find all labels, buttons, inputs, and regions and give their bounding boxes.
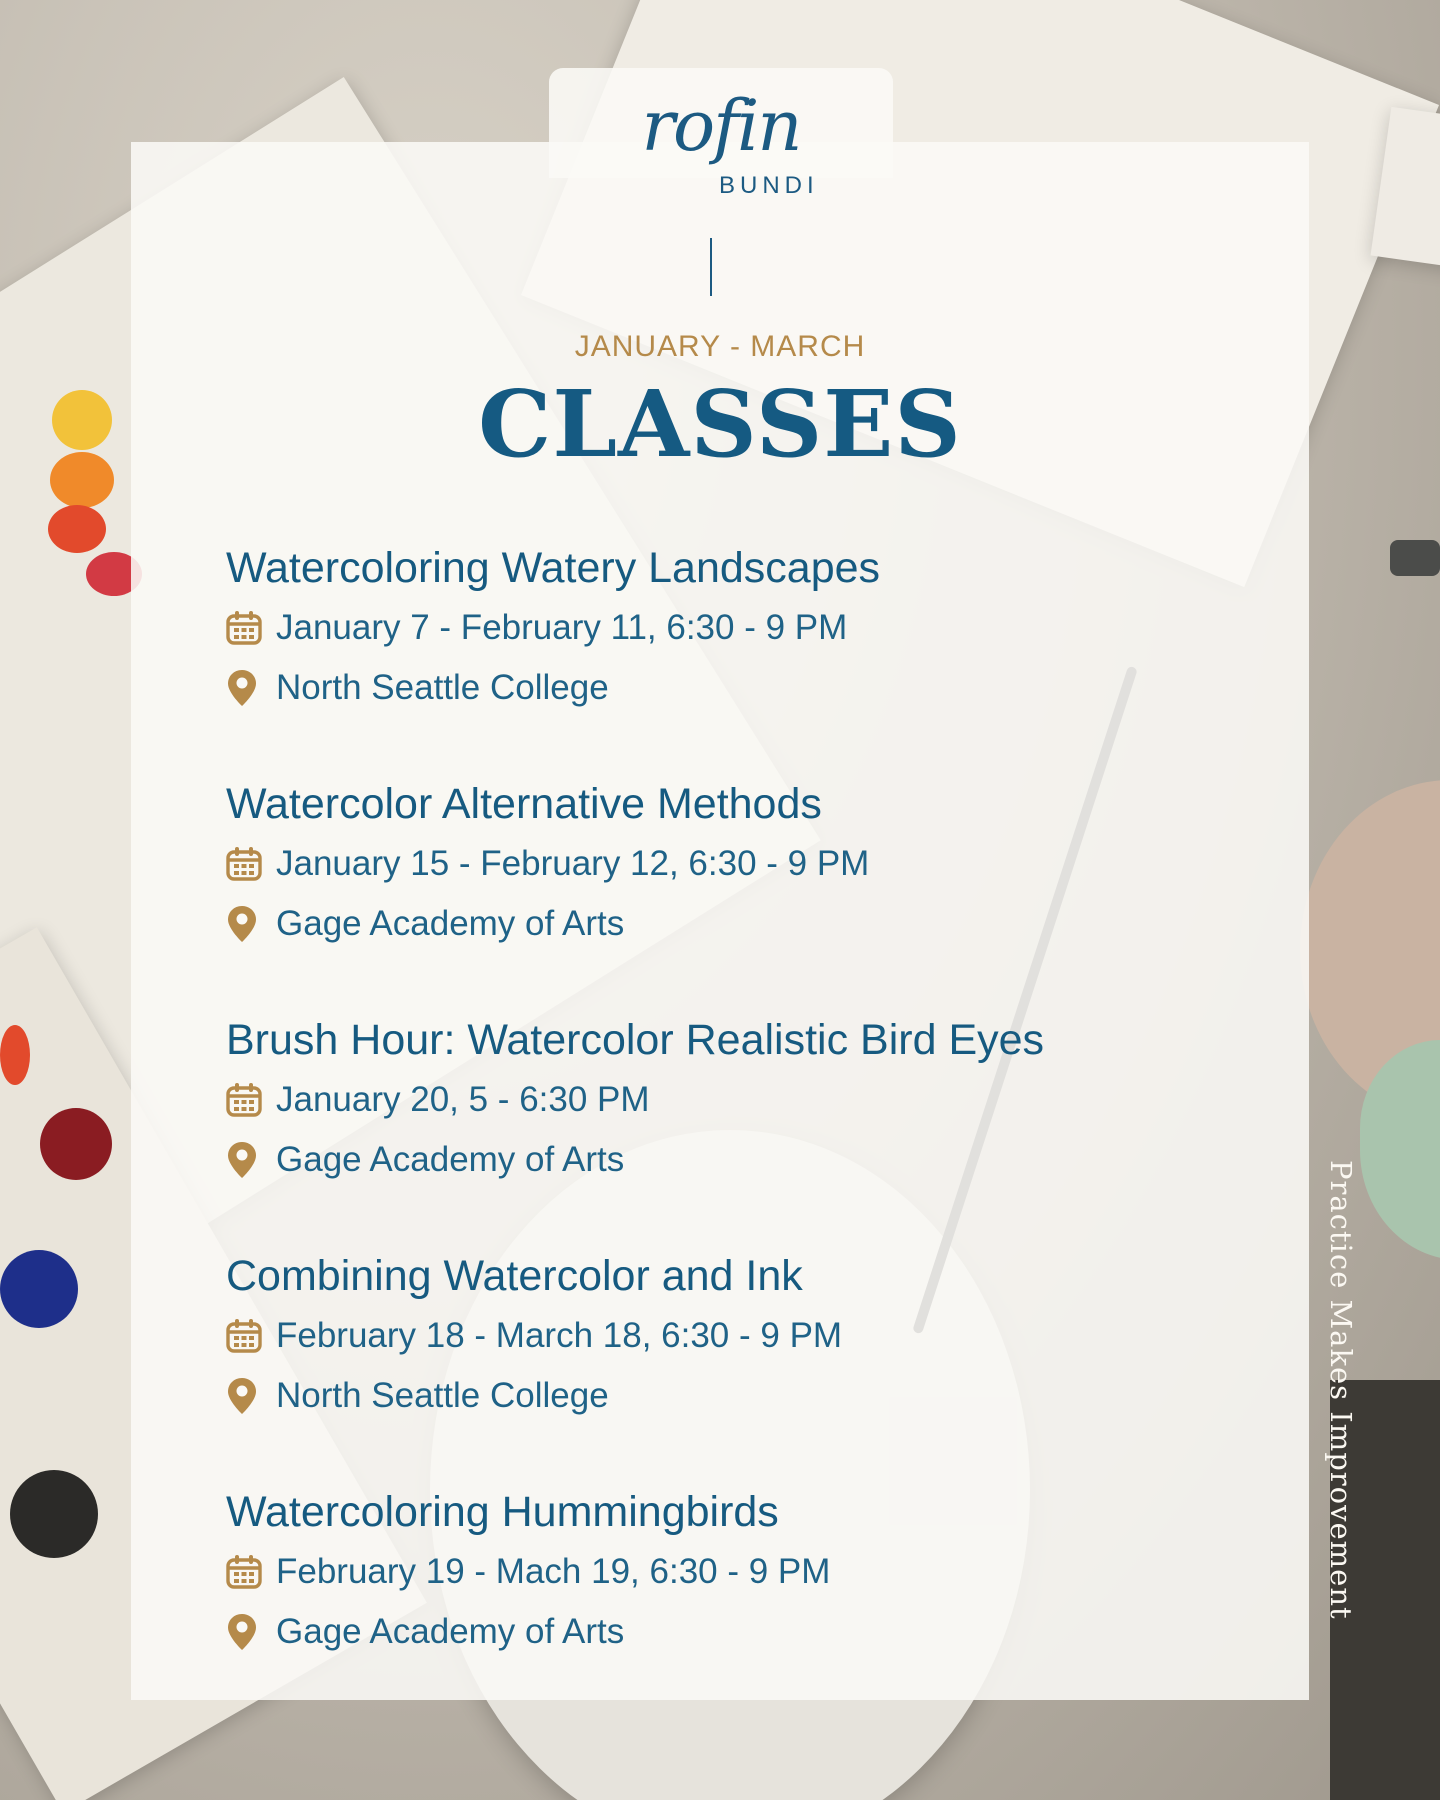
class-location: Gage Academy of Arts — [276, 1140, 625, 1179]
class-item — [226, 1482, 1276, 1718]
class-location-row — [226, 1366, 1276, 1426]
class-date-row — [226, 1542, 1276, 1602]
logo-subtitle: BUNDI — [719, 172, 819, 199]
calendar-icon — [226, 1083, 276, 1117]
class-location: Gage Academy of Arts — [276, 1612, 625, 1651]
logo-script: rofin — [641, 85, 801, 167]
class-item — [226, 1246, 1276, 1482]
class-location: Gage Academy of Arts — [276, 904, 625, 943]
calendar-icon — [226, 1319, 276, 1353]
class-location-row — [226, 658, 1276, 718]
class-date: January 15 - February 12, 6:30 - 9 PM — [276, 844, 870, 883]
paint-swatch — [40, 1108, 112, 1180]
class-location-row — [226, 1602, 1276, 1662]
class-item — [226, 1010, 1276, 1246]
page-title: CLASSES — [478, 370, 962, 478]
class-item — [226, 538, 1276, 774]
brand-logo — [549, 85, 893, 199]
paint-swatch — [10, 1470, 98, 1558]
map-pin-icon — [226, 905, 276, 943]
season-label: JANUARY - MARCH — [574, 330, 866, 363]
class-name: Combining Watercolor and Ink — [226, 1252, 803, 1300]
class-name: Watercoloring Watery Landscapes — [226, 544, 881, 592]
map-pin-icon — [226, 1613, 276, 1651]
map-pin-icon — [226, 1141, 276, 1179]
paint-swatch — [48, 505, 106, 553]
class-location: North Seattle College — [276, 668, 609, 707]
class-date-row — [226, 834, 1276, 894]
class-date: January 20, 5 - 6:30 PM — [276, 1080, 650, 1119]
paint-swatch — [0, 1250, 78, 1328]
calendar-icon — [226, 1555, 276, 1589]
class-date: February 19 - Mach 19, 6:30 - 9 PM — [276, 1552, 831, 1591]
class-location: North Seattle College — [276, 1376, 609, 1415]
class-name: Watercoloring Hummingbirds — [226, 1488, 779, 1536]
class-date-row — [226, 1070, 1276, 1130]
class-list — [226, 538, 1276, 1718]
calendar-icon — [226, 847, 276, 881]
map-pin-icon — [226, 669, 276, 707]
class-location-row — [226, 1130, 1276, 1190]
class-name: Brush Hour: Watercolor Realistic Bird Eyes — [226, 1016, 1045, 1064]
class-date-row — [226, 1306, 1276, 1366]
tagline: Practice Makes Improvement — [1324, 1160, 1358, 1620]
class-date: January 7 - February 11, 6:30 - 9 PM — [276, 608, 848, 647]
divider-line — [710, 238, 712, 296]
class-location-row — [226, 894, 1276, 954]
calendar-icon — [226, 611, 276, 645]
paint-swatch — [0, 1025, 30, 1085]
eraser — [1390, 540, 1440, 576]
class-item — [226, 774, 1276, 1010]
map-pin-icon — [226, 1377, 276, 1415]
class-date: February 18 - March 18, 6:30 - 9 PM — [276, 1316, 843, 1355]
class-name: Watercolor Alternative Methods — [226, 780, 822, 828]
class-date-row — [226, 598, 1276, 658]
